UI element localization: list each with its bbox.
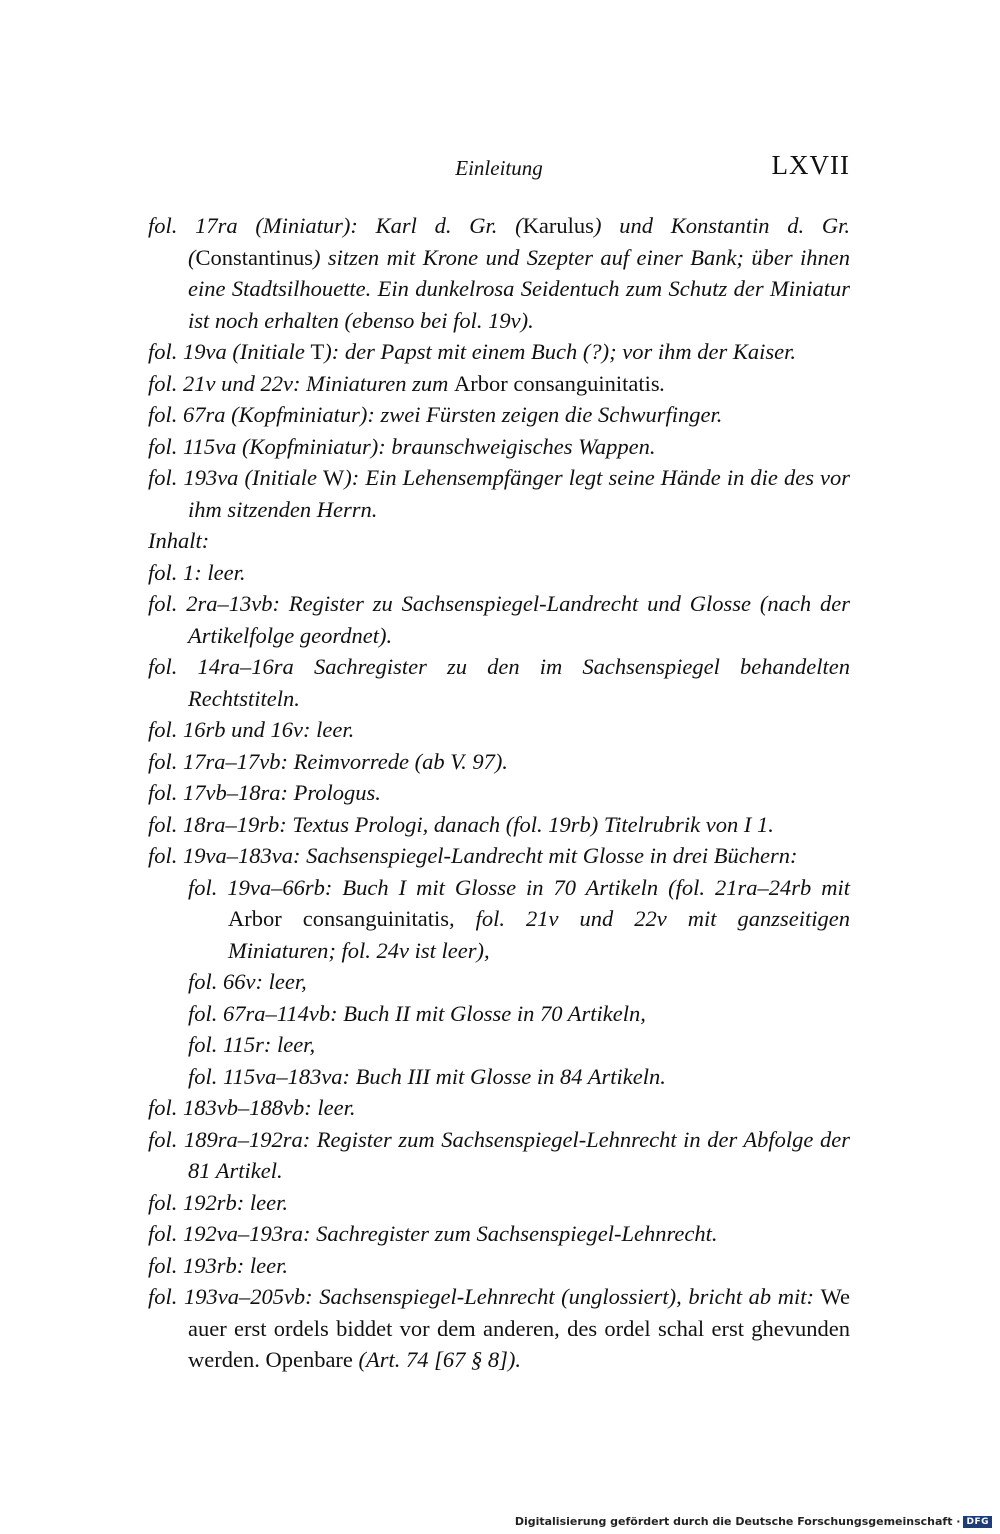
digitization-footer [515,1515,992,1528]
list-item: fol. 67ra (Kopfminiatur): zwei Fürsten zeigen die Schwurfinger. [148,402,723,427]
list-item: fol. 18ra–19rb: Textus Prologi, danach (fol. 19rb) Titelrubrik von I 1. [148,811,774,837]
list-item: fol. 21v und 22v: Miniaturen zum Arbor consanguinitatis. [148,370,666,396]
list-item: fol. 115va (Kopfminiatur): braunschweigisches Wappen. [148,433,656,459]
list-item: fol. 183vb–188vb: leer. [148,1095,356,1120]
footer-text: Digitalisierung gefördert durch die Deutsche Forschungsgemeinschaft · [514,1515,961,1528]
list-item: fol. 16rb und 16v: leer. [148,717,355,742]
list-item: fol. 14ra–16ra Sachregister zu den im Sachsenspiegel behandelten Rechtstiteln. [148,654,850,711]
list-item: fol. 192rb: leer. [148,1189,288,1215]
page-body [148,210,850,1376]
page-header [148,148,850,192]
sub-list-item: fol. 67ra–114vb: Buch II mit Glosse in 70 Artikeln, [188,1000,646,1026]
list-item: fol. 193va (Initiale W): Ein Lehensempfänger legt seine Hände in die des vor ihm sitzenden Herrn. [148,465,851,522]
list-item: fol. 193va–205vb: Sachsenspiegel-Lehnrecht (unglossiert), bricht ab mit: We auer erst ordels biddet vor dem anderen, des ordel schal erst ghevunden werden. Openbare (Art. 74 [67 § 8]). [148,1284,850,1372]
sub-list-item: fol. 19va–66rb: Buch I mit Glosse in 70 Artikeln (fol. 21ra–24rb mit Arbor consanguinitatis, fol. 21v und 22v mit ganzseitigen Miniaturen; fol. 24v ist leer), [188,874,851,963]
running-title: Einleitung [455,156,543,180]
list-item: fol. 17vb–18ra: Prologus. [148,780,381,805]
sub-list-item: fol. 115va–183va: Buch III mit Glosse in 84 Artikeln. [188,1063,666,1089]
sub-list-item: fol. 115r: leer, [188,1032,316,1057]
list-item: fol. 2ra–13vb: Register zu Sachsenspiegel-Landrecht und Glosse (nach der Artikelfolge geordnet). [148,591,850,648]
list-item: fol. 1: leer. [148,559,246,585]
dfg-logo: DFG [963,1516,992,1528]
list-item: fol. 189ra–192ra: Register zum Sachsenspiegel-Lehnrecht in der Abfolge der 81 Artikel. [148,1126,850,1183]
sub-list-item: fol. 66v: leer, [188,969,307,994]
page-number: LXVII [771,150,850,180]
list-item: fol. 17ra–17vb: Reimvorrede (ab V. 97). [148,748,508,774]
list-item: fol. 17ra (Miniatur): Karl d. Gr. (Karulus) und Konstantin d. Gr. (Constantinus) sitzen mit Krone und Szepter auf einer Bank; über ihnen eine Stadtsilhouette. Ein dunkelrosa Seidentuch zum Schutz der Miniatur ist noch erhalten (ebenso bei fol. 19v). [148,213,850,333]
list-item: fol. 19va (Initiale T): der Papst mit einem Buch (?); vor ihm der Kaiser. [148,339,797,364]
inhalt-heading: Inhalt: [148,528,210,553]
list-item: fol. 193rb: leer. [148,1252,288,1278]
list-item: fol. 192va–193ra: Sachregister zum Sachsenspiegel-Lehnrecht. [148,1221,718,1246]
list-item: fol. 19va–183va: Sachsenspiegel-Landrecht mit Glosse in drei Büchern: [148,843,798,868]
